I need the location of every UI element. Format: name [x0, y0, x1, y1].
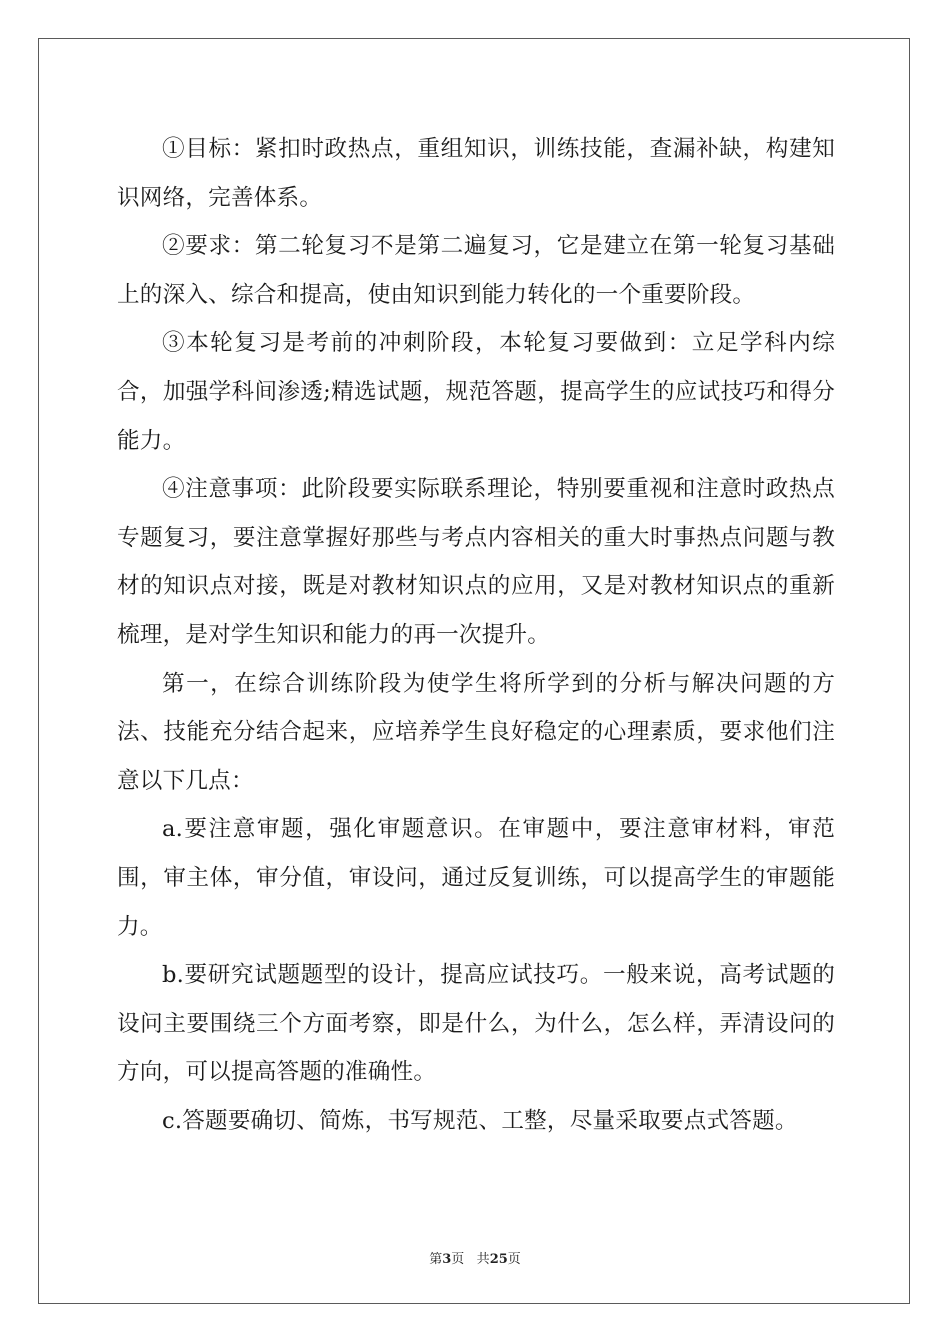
paragraph-sprint-stage: ③本轮复习是考前的冲刺阶段，本轮复习要做到：立足学科内综合，加强学科间渗透;精选试题，规范答题，提高学生的应试技巧和得分能力。 — [117, 330, 835, 454]
paragraph-item-c: c.答题要确切、简炼，书写规范、工整，尽量采取要点式答题。 — [162, 1107, 798, 1134]
total-suffix: 页 — [507, 1252, 521, 1267]
page-total: 25 — [489, 1252, 508, 1267]
paragraph-item-a: a.要注意审题，强化审题意识。在审题中，要注意审材料，审范围，审主体，审分值，审设问，通过反复训练，可以提高学生的审题能力。 — [117, 816, 835, 940]
page-current: 3 — [442, 1252, 452, 1267]
total-prefix: 共 — [476, 1252, 490, 1267]
page-suffix: 页 — [451, 1252, 465, 1267]
page-prefix: 第 — [429, 1252, 443, 1267]
paragraph-item-b: b.要研究试题题型的设计，提高应试技巧。一般来说，高考试题的设问主要围绕三个方面考察，即是什么，为什么，怎么样，弄清设问的方向，可以提高答题的准确性。 — [117, 962, 835, 1086]
page-footer — [0, 1248, 950, 1267]
paragraph-goal: ①目标：紧扣时政热点，重组知识，训练技能，查漏补缺，构建知识网络，完善体系。 — [117, 136, 835, 211]
document-body — [117, 125, 835, 1145]
paragraph-requirement: ②要求：第二轮复习不是第二遍复习，它是建立在第一轮复习基础上的深入、综合和提高，使由知识到能力转化的一个重要阶段。 — [117, 233, 835, 308]
paragraph-notes: ④注意事项：此阶段要实际联系理论，特别要重视和注意时政热点专题复习，要注意掌握好那些与考点内容相关的重大时事热点问题与教材的知识点对接，既是对教材知识点的应用，又是对教材知识点的重新梳理，是对学生知识和能力的再一次提升。 — [117, 476, 835, 648]
paragraph-first: 第一，在综合训练阶段为使学生将所学到的分析与解决问题的方法、技能充分结合起来，应培养学生良好稳定的心理素质，要求他们注意以下几点： — [117, 670, 835, 794]
